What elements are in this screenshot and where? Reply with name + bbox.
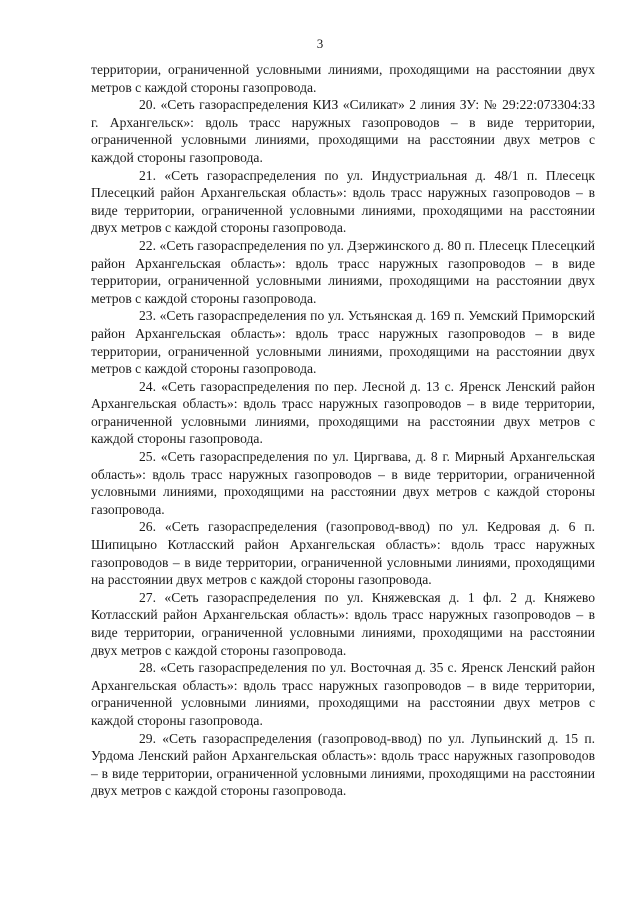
paragraph-item-29: 29. «Сеть газораспределения (газопровод-ввод) по ул. Лупьинский д. 15 п. Урдома Ленский район Архангельская область»: вдоль трасс наружных газопроводов – в виде территории, ограниченной условными линиями, проходящими на расстоянии двух метров с каждой стороны газопровода. xyxy=(91,730,595,799)
paragraph-item-26: 26. «Сеть газораспределения (газопровод-ввод) по ул. Кедровая д. 6 п. Шипицыно Котласский район Архангельская область»: вдоль трасс наружных газопроводов – в виде территории, ограниченной условными линиями, проходящими на расстоянии двух метров с каждой стороны газопровода. xyxy=(91,519,595,588)
paragraph-item-21: 21. «Сеть газораспределения по ул. Индустриальная д. 48/1 п. Плесецк Плесецкий район Архангельская область»: вдоль трасс наружных газопроводов – в виде территории, ограниченной условными линиями, проходящими на расстоянии двух метров с каждой стороны газопровода. xyxy=(91,167,595,236)
paragraph-item-23: 23. «Сеть газораспределения по ул. Устьянская д. 169 п. Уемский Приморский район Архангельская область»: вдоль трасс наружных газопроводов – в виде территории, ограниченной условными линиями, проходящими на расстоянии двух метров с каждой стороны газопровода. xyxy=(91,308,595,377)
paragraph-item-27: 27. «Сеть газораспределения по ул. Княжевская д. 1 фл. 2 д. Княжево Котласский район Архангельская область»: вдоль трасс наружных газопроводов – в виде территории, ограниченной условными линиями, проходящими на расстоянии двух метров с каждой стороны газопровода. xyxy=(91,589,595,658)
paragraph-item-24: 24. «Сеть газораспределения по пер. Лесной д. 13 с. Яренск Ленский район Архангельская область»: вдоль трасс наружных газопроводов – в виде территории, ограниченной условными линиями, проходящими на расстоянии двух метров с каждой стороны газопровода. xyxy=(91,378,595,447)
paragraph-item-22: 22. «Сеть газораспределения по ул. Дзержинского д. 80 п. Плесецк Плесецкий район Архангельская область»: вдоль трасс наружных газопроводов – в виде территории, ограниченной условными линиями, проходящими на расстоянии двух метров с каждой стороны газопровода. xyxy=(91,237,595,306)
paragraph-item-20: 20. «Сеть газораспределения КИЗ «Силикат» 2 линия ЗУ: № 29:22:073304:33 г. Архангельск»: вдоль трасс наружных газопроводов – в виде территории, ограниченной условными линиями, проходящими на расстоянии двух метров с каждой стороны газопровода. xyxy=(91,97,595,165)
document-body xyxy=(91,61,595,800)
page-number: 3 xyxy=(316,36,324,51)
paragraph-item-28: 28. «Сеть газораспределения по ул. Восточная д. 35 с. Яренск Ленский район Архангельская область»: вдоль трасс наружных газопроводов – в виде территории, ограниченной условными линиями, проходящими на расстоянии двух метров с каждой стороны газопровода. xyxy=(91,660,595,728)
paragraph-item-25: 25. «Сеть газораспределения по ул. Циргвава, д. 8 г. Мирный Архангельская область»: вдоль трасс наружных газопроводов – в виде территории, ограниченной условными линиями, проходящими на расстоянии двух метров с каждой стороны газопровода. xyxy=(91,449,595,517)
paragraph-continued: территории, ограниченной условными линиями, проходящими на расстоянии двух метров с каждой стороны газопровода. xyxy=(91,62,595,95)
